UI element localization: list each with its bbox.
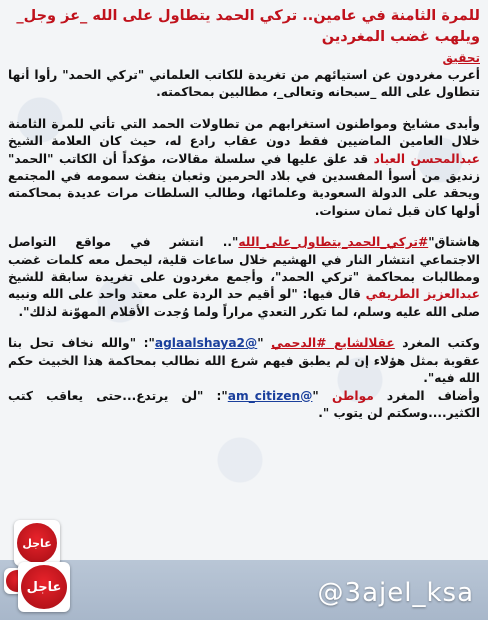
paragraph-3 [8, 234, 480, 321]
brand-logo-small [14, 520, 60, 566]
sheikh-name-turaifi: عبدالعزيز الطريفي [365, 287, 480, 302]
hashtag-link[interactable]: #تركي_الحمد_يتطاول_على_الله [238, 235, 429, 250]
paragraph-5-text-c: ": "لن يرتدع...حتى يعاقب كتب الكثير....وسكتم لن يتوب ". [8, 388, 480, 420]
paragraph-2 [8, 116, 480, 220]
paragraph-3-text-a: هاشتاق" [428, 235, 480, 250]
section-tag[interactable]: تحقيق [442, 51, 480, 65]
paragraph-3-text-b: ".. انتشر في مواقع التواصل الاجتماعي انتشار النار في الهشيم خلال ساعات قلية، ليحمل معه كلمات غضب ومطالبات بمحاكمة "تركي الحمد"، وأجمع مغردون على تغريدة سابقة للشيخ [8, 235, 480, 285]
paragraph-2-text-a: وأبدى مشايخ ومواطنون استغرابهم من تطاولات الحمد التي تأتي للمرة الثامنة خلال العامين الماضيين فقط دون عقاب رادع له، حيث كان العلامة الشيخ [8, 116, 480, 149]
paragraph-4-text-a: وكتب المغرد [394, 336, 481, 351]
paragraph-4-text-b: " [257, 336, 272, 351]
paragraph-4-text-c: ": "والله نخاف تحل بنا عقوبة بمثل هؤلاء إن لم يطبق فيهم شرع الله نطالب بمحاكمة هذا الخبيث حكم الله فيه". [8, 336, 480, 386]
tweeter-name-link[interactable]: عقلالشايع #الدحمي [271, 336, 395, 351]
paragraph-5 [8, 388, 480, 423]
sheikh-name-abbad: عبدالمحسن العباد [373, 151, 480, 166]
footer-bar [0, 560, 488, 620]
brand-logo-small-text: عاجل [17, 523, 57, 563]
headline: للمرة الثامنة في عامين.. تركي الحمد يتطاول على الله _عز وجل_ ويلهب غضب المغردين [16, 8, 480, 45]
paragraph-1: أعرب مغردون عن استيائهم من تغريدة للكاتب العلماني "تركي الحمد" رأوا أنها تتطاول على الله _سبحانه وتعالى_، مطالبين بمحاكمته. [8, 68, 480, 100]
paragraph-4 [8, 335, 480, 387]
brand-logo-text: عاجل [21, 565, 67, 609]
paragraph-2-text-b: قد علق عليها في سلسلة مقالات، مؤكداً أن الكاتب "الحمد" زنديق من أسوأ المفسدين في بلاد الحرمين وثعبان ينفث سمومه في المجتمع ويحقد على الدولة السعودية وعلمائها، وطالب السلطات مرات عديدة بمحاكمته أولها كان قبل ثمان سنوات. [8, 151, 480, 218]
tweeter-name-citizen[interactable]: مواطن [331, 388, 374, 403]
paragraph-5-text-b: " [312, 388, 332, 403]
brand-logo [18, 562, 70, 612]
paragraph-3-text-c: قال فيها: "لو أقيم حد الردة على معتد واحد على الله ونبيه صلى الله عليه وسلم، لما تكرر التعدي مراراً ولما وُجدت الأقلام المهوّنة لذلك". [8, 287, 480, 319]
logo-stack [4, 520, 66, 616]
paragraph-5-text-a: وأضاف المغرد [373, 388, 481, 403]
tweeter-handle-link[interactable]: @aglaalshaya2 [154, 336, 258, 351]
twitter-handle[interactable]: @3ajel_ksa [317, 578, 474, 608]
article [6, 6, 482, 566]
tweeter-handle-citizen[interactable]: @am_citizen [227, 388, 313, 403]
